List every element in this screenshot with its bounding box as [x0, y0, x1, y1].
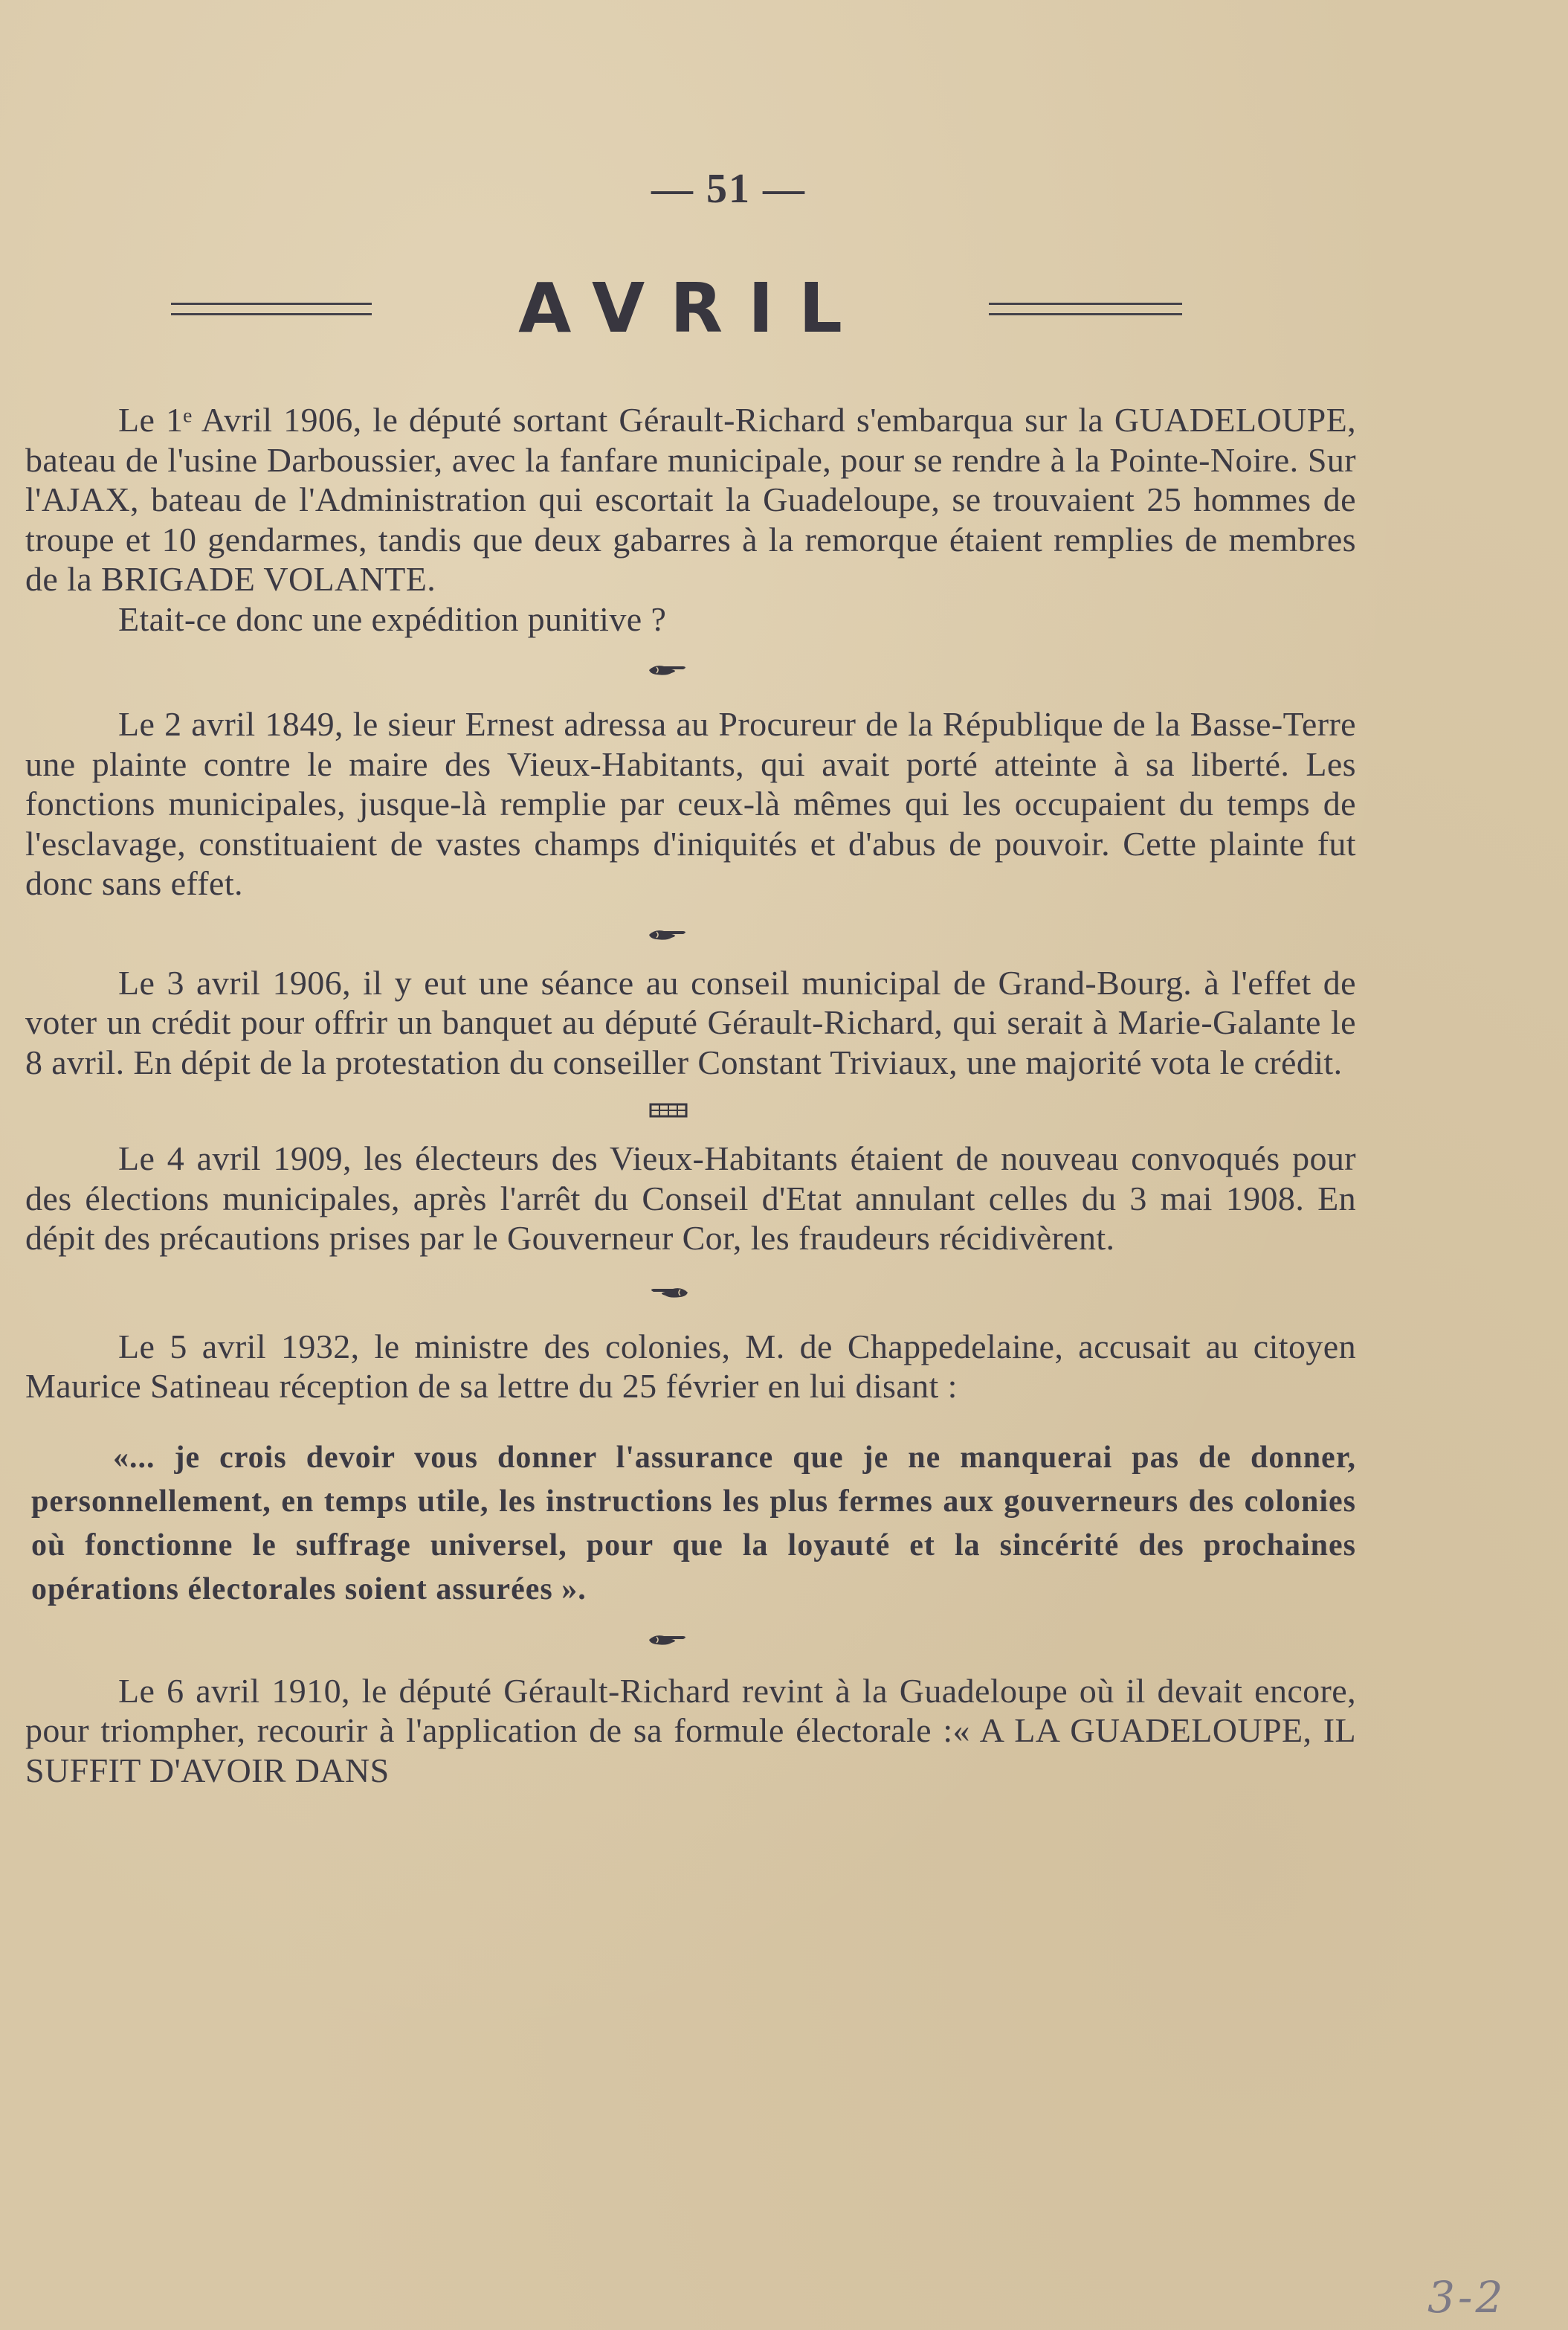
- entry-5-paragraph: Le 5 avril 1932, le ministre des colonies, M. de Chappedelaine, accusait au citoyen Maurice Satineau réception de sa lettre du 25 février en lui disant :: [25, 1327, 1356, 1405]
- entry-1-question: Etait-ce donc une expédition punitive ?: [118, 599, 667, 638]
- hand-ornament-icon: [646, 927, 691, 942]
- hand-ornament-icon: [646, 663, 691, 678]
- entry-1-paragraph: Le 1ᵉ Avril 1906, le député sortant Gérault-Richard s'embarqua sur la GUADELOUPE, bateau de l'usine Darboussier, avec la fanfare municipale, pour se rendre à la Pointe-Noire. Sur l'AJAX, bateau de l'Administration qui escortait la Guadeloupe, se trouvaient 25 hommes de troupe et 10 gendarmes, tandis que deux gabarres à la remorque étaient remplies de membres de la BRIGADE VOLANTE.: [25, 401, 1356, 598]
- page-number: — 51 —: [651, 166, 806, 212]
- block-ornament-icon: [646, 1103, 691, 1118]
- entry-4-paragraph: Le 4 avril 1909, les électeurs des Vieux-Habitants étaient de nouveau convoqués pour des élections municipales, après l'arrêt du Conseil d'Etat annulant celles du 3 mai 1908. En dépit des précautions prises par le Gouverneur Cor, les fraudeurs récidivèrent.: [25, 1139, 1356, 1257]
- entry-5-quote: «... je crois devoir vous donner l'assurance que je ne manquerai pas de donner, personnellement, en temps utile, les instructions les plus fermes aux gouverneurs des colonies où fonctionne le suffrage universel, pour que la loyauté et la sincérité des prochaines opérations électorales soient assurées ».: [31, 1440, 1356, 1606]
- hand-ornament-icon: [646, 1632, 691, 1647]
- pencil-margin-note: 3-2: [1427, 2272, 1506, 2323]
- title-rule-left: [171, 303, 372, 315]
- entry-3-paragraph: Le 3 avril 1906, il y eut une séance au conseil municipal de Grand-Bourg. à l'effet de voter un crédit pour offrir un banquet au député Gérault-Richard, qui serait à Marie-Galante le 8 avril. En dépit de la protestation du conseiller Constant Triviaux, une majorité vota le crédit.: [25, 963, 1356, 1081]
- entry-6-paragraph: Le 6 avril 1910, le député Gérault-Richard revint à la Guadeloupe où il devait encore, pour triompher, recourir à l'application de sa formule électorale :« A LA GUADELOUPE, IL SUFFIT D'AVOIR DANS: [25, 1671, 1356, 1789]
- article-body: [25, 400, 1356, 1790]
- section-header: [171, 268, 1182, 350]
- hand-ornament-icon: [646, 1285, 691, 1300]
- title-rule-right: [989, 303, 1182, 315]
- entry-2-paragraph: Le 2 avril 1849, le sieur Ernest adressa au Procureur de la République de la Basse-Terre une plainte contre le maire des Vieux-Habitants, qui avait porté atteinte à sa liberté. Les fonctions municipales, jusque-là remplie par ceux-là mêmes qui les occupaient du temps de l'esclavage, constituaient de vastes champs d'iniquités et d'abus de pouvoir. Cette plainte fut donc sans effet.: [25, 705, 1356, 902]
- section-title: AVRIL: [518, 268, 868, 348]
